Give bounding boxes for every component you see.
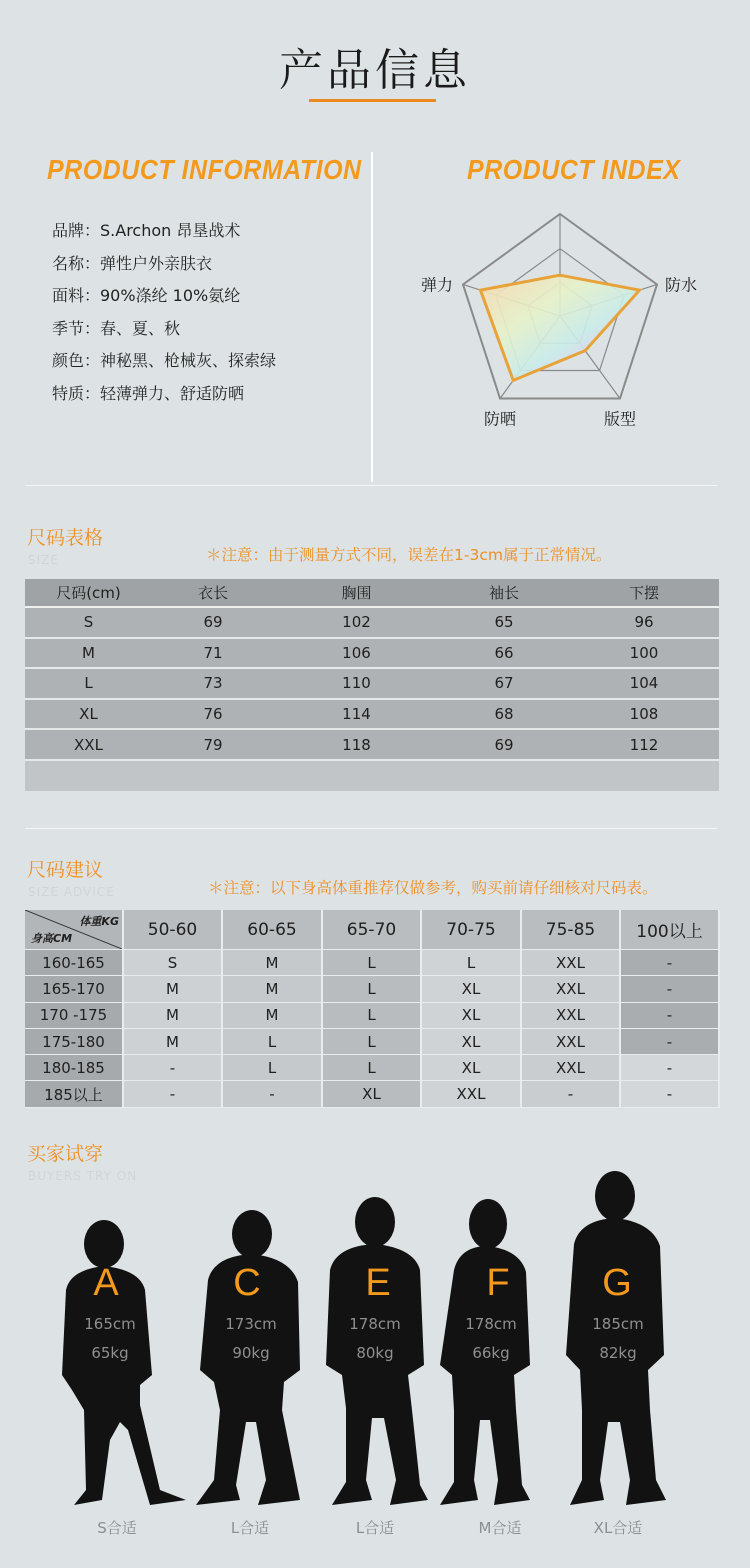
info-fabric: 面料：90%涤纶 10%氨纶 xyxy=(52,286,241,305)
weight-label: 体重KG xyxy=(79,915,119,928)
model-c xyxy=(217,1262,277,1305)
model-letter: E xyxy=(365,1262,391,1304)
model-e xyxy=(348,1262,408,1305)
radar-label-elasticity: 弹力 xyxy=(420,275,453,295)
model-letter: A xyxy=(93,1262,119,1304)
model-fit: M合适 xyxy=(478,1519,522,1537)
model-silhouette-g xyxy=(566,1171,666,1505)
cell: L xyxy=(223,1055,323,1081)
table-row xyxy=(25,950,720,976)
cell: 69 xyxy=(152,608,274,639)
cell: 65 xyxy=(439,608,569,639)
cell: - xyxy=(124,1055,223,1081)
cell: L xyxy=(323,976,422,1002)
model-fit: XL合适 xyxy=(593,1519,643,1537)
cell: S xyxy=(25,608,152,639)
model-fit: L合适 xyxy=(230,1519,270,1537)
size-advice-heading: 尺码建议 xyxy=(27,859,104,881)
size-advice-header xyxy=(25,910,720,950)
col-length: 衣长 xyxy=(152,579,274,608)
cell: - xyxy=(621,1029,720,1055)
cell: - xyxy=(621,1003,720,1029)
cell: L xyxy=(25,669,152,700)
cell: - xyxy=(522,1081,621,1107)
height-cell: 175-180 xyxy=(25,1029,124,1055)
radar-label-waterproof: 防水 xyxy=(665,275,698,295)
table-row xyxy=(25,1081,720,1107)
table-row xyxy=(25,700,719,731)
weight-col: 75-85 xyxy=(522,910,621,950)
cell: L xyxy=(323,1029,422,1055)
cell: 76 xyxy=(152,700,274,731)
size-chart-subtitle: SIZE xyxy=(28,553,59,567)
product-info-list xyxy=(52,218,276,413)
cell: XL xyxy=(422,976,522,1002)
cell: XXL xyxy=(422,1081,522,1107)
weight-col: 65-70 xyxy=(323,910,422,950)
model-height: 165cm xyxy=(84,1315,136,1333)
cell: L xyxy=(323,1055,422,1081)
column-divider xyxy=(371,152,373,482)
size-chart-note: ＊注意：由于测量方式不同，误差在1-3cm属于正常情况。 xyxy=(206,546,612,564)
cell: XXL xyxy=(25,730,152,761)
divider xyxy=(25,828,717,829)
cell: 67 xyxy=(439,669,569,700)
cell: 108 xyxy=(569,700,719,731)
model-letter: G xyxy=(602,1262,632,1304)
cell: M xyxy=(124,1029,223,1055)
radar-label-fit: 版型 xyxy=(603,409,636,429)
height-label: 身高CM xyxy=(31,932,73,945)
cell: XXL xyxy=(522,1055,621,1081)
weight-col: 70-75 xyxy=(422,910,522,950)
cell: XXL xyxy=(522,976,621,1002)
size-table-header xyxy=(25,579,719,608)
size-chart-table xyxy=(25,579,719,791)
header-corner xyxy=(25,910,124,950)
cell: - xyxy=(621,976,720,1002)
cell: 66 xyxy=(439,639,569,670)
cell: 112 xyxy=(569,730,719,761)
cell: 114 xyxy=(274,700,439,731)
height-cell: 180-185 xyxy=(25,1055,124,1081)
info-name: 名称：弹性户外亲肤衣 xyxy=(52,253,213,273)
radar-label-sun-protection: 防晒 xyxy=(484,409,517,429)
cell: 102 xyxy=(274,608,439,639)
cell: - xyxy=(621,1055,720,1081)
col-sleeve: 袖长 xyxy=(439,579,569,608)
size-chart-heading: 尺码表格 xyxy=(27,527,104,549)
cell: XXL xyxy=(522,1003,621,1029)
height-cell: 160-165 xyxy=(25,950,124,976)
cell: L xyxy=(223,1029,323,1055)
info-season: 季节：春、夏、秋 xyxy=(52,318,181,338)
model-weight: 90kg xyxy=(232,1344,270,1362)
cell: M xyxy=(124,976,223,1002)
cell: 79 xyxy=(152,730,274,761)
cell: XXL xyxy=(522,1029,621,1055)
size-advice-table xyxy=(25,910,720,1108)
cell: XL xyxy=(25,700,152,731)
try-on-subtitle: BUYERS TRY ON xyxy=(28,1169,138,1183)
weight-col: 50-60 xyxy=(124,910,223,950)
cell: XL xyxy=(422,1003,522,1029)
model-a xyxy=(76,1262,136,1305)
model-letter: F xyxy=(486,1262,510,1304)
info-color: 颜色：神秘黑、枪械灰、探索绿 xyxy=(52,351,277,370)
height-cell: 170 -175 xyxy=(25,1003,124,1029)
cell: L xyxy=(422,950,522,976)
model-weight: 65kg xyxy=(91,1344,129,1362)
page-title: 产品信息 xyxy=(279,45,471,96)
info-feature: 特质：轻薄弹力、舒适防晒 xyxy=(52,383,245,403)
cell: L xyxy=(323,950,422,976)
model-fit: S合适 xyxy=(97,1519,137,1537)
weight-col: 60-65 xyxy=(223,910,323,950)
model-height: 185cm xyxy=(592,1315,644,1333)
cell: M xyxy=(223,950,323,976)
cell: 106 xyxy=(274,639,439,670)
size-advice-subtitle: SIZE ADVICE xyxy=(28,885,115,899)
cell: 68 xyxy=(439,700,569,731)
model-weight: 82kg xyxy=(599,1344,637,1362)
table-row xyxy=(25,976,720,1002)
product-index-heading: PRODUCT INDEX xyxy=(467,154,681,186)
cell: - xyxy=(223,1081,323,1107)
cell: - xyxy=(124,1081,223,1107)
weight-col: 100以上 xyxy=(621,910,720,950)
cell: M xyxy=(223,1003,323,1029)
model-g xyxy=(587,1262,647,1305)
cell: - xyxy=(621,1081,720,1107)
info-brand: 品牌：S.Archon 昂垦战术 xyxy=(52,221,241,240)
table-row xyxy=(25,1003,720,1029)
model-height: 178cm xyxy=(465,1315,517,1333)
cell: XXL xyxy=(522,950,621,976)
table-row xyxy=(25,1029,720,1055)
cell: 69 xyxy=(439,730,569,761)
cell: - xyxy=(621,950,720,976)
cell: M xyxy=(124,1003,223,1029)
size-advice-note: ＊注意：以下身高体重推荐仅做参考，购买前请仔细核对尺码表。 xyxy=(208,879,658,897)
cell: XL xyxy=(422,1055,522,1081)
table-row xyxy=(25,669,719,700)
model-height: 173cm xyxy=(225,1315,277,1333)
table-row xyxy=(25,1055,720,1081)
model-letter: C xyxy=(233,1262,261,1304)
cell: 104 xyxy=(569,669,719,700)
model-weight: 66kg xyxy=(472,1344,510,1362)
divider xyxy=(25,485,717,486)
cell: 110 xyxy=(274,669,439,700)
model-weight: 80kg xyxy=(356,1344,394,1362)
cell: 100 xyxy=(569,639,719,670)
model-height: 178cm xyxy=(349,1315,401,1333)
col-size: 尺码(cm) xyxy=(25,579,152,608)
table-row xyxy=(25,730,719,761)
cell: 96 xyxy=(569,608,719,639)
try-on-heading: 买家试穿 xyxy=(27,1143,104,1165)
cell: M xyxy=(25,639,152,670)
cell: 73 xyxy=(152,669,274,700)
radar-data-area xyxy=(480,275,639,380)
cell: XL xyxy=(422,1029,522,1055)
cell: S xyxy=(124,950,223,976)
height-cell: 185以上 xyxy=(25,1081,124,1107)
model-silhouettes xyxy=(0,1160,750,1510)
cell: XL xyxy=(323,1081,422,1107)
cell: M xyxy=(223,976,323,1002)
product-index-radar xyxy=(400,200,720,460)
cell: 71 xyxy=(152,639,274,670)
col-chest: 胸围 xyxy=(274,579,439,608)
title-underline xyxy=(309,99,436,102)
height-cell: 165-170 xyxy=(25,976,124,1002)
cell: L xyxy=(323,1003,422,1029)
product-information-heading: PRODUCT INFORMATION xyxy=(47,154,362,186)
model-f xyxy=(468,1262,528,1305)
table-row xyxy=(25,608,719,639)
table-row-empty xyxy=(25,761,719,791)
model-fit: L合适 xyxy=(355,1519,395,1537)
table-row xyxy=(25,639,719,670)
cell: 118 xyxy=(274,730,439,761)
col-hem: 下摆 xyxy=(569,579,719,608)
